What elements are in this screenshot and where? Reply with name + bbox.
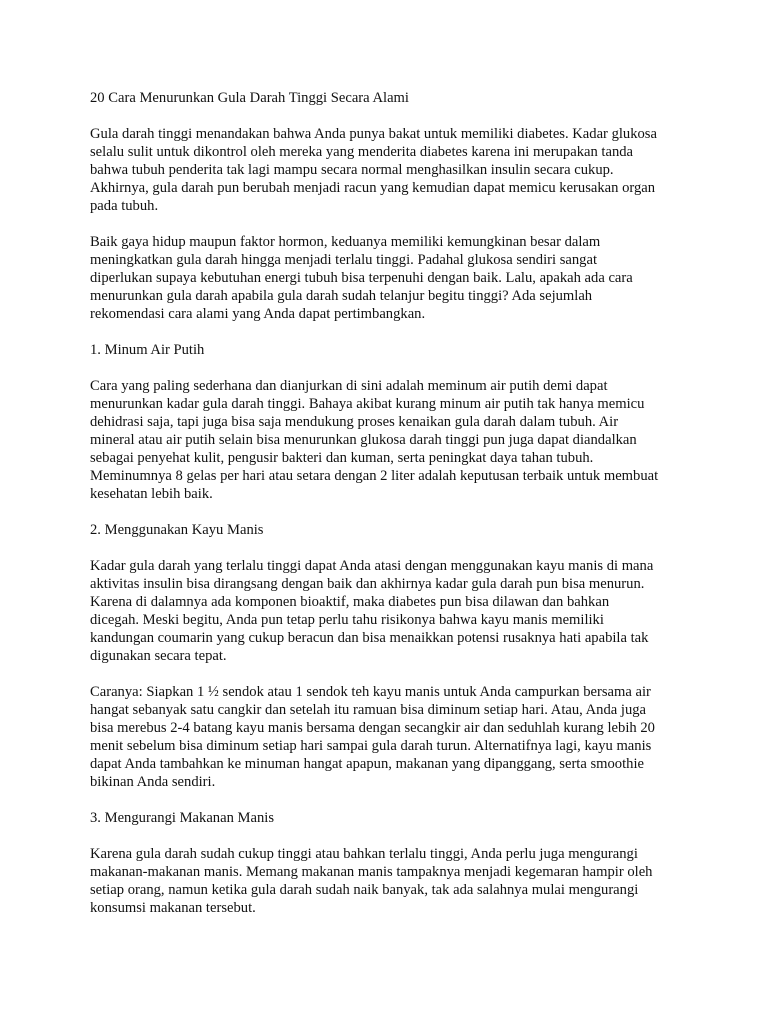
- text-line: kesehatan lebih baik.: [90, 486, 213, 502]
- text-line: Akhirnya, gula darah pun berubah menjadi racun yang kemudian dapat memicu kerusakan organ: [90, 180, 656, 196]
- text-line: Karena di dalamnya ada komponen bioaktif, maka diabetes pun bisa dilawan dan bahkan: [90, 594, 610, 610]
- document-title: 20 Cara Menurunkan Gula Darah Tinggi Secara Alami: [90, 90, 409, 106]
- text-line: Caranya: Siapkan 1 ½ sendok atau 1 sendok teh kayu manis untuk Anda campurkan bersama air: [90, 684, 651, 700]
- text-line: Gula darah tinggi menandakan bahwa Anda punya bakat untuk memiliki diabetes. Kadar glukosa: [90, 126, 657, 142]
- text-line: bahwa tubuh penderita tak lagi mampu secara normal menghasilkan insulin secara cukup.: [90, 162, 614, 178]
- text-line: dehidrasi saja, tapi juga bisa saja mendukung proses kenaikan gula darah dalam tubuh. Air: [90, 414, 619, 430]
- section-heading-makanan-manis: 3. Mengurangi Makanan Manis: [90, 810, 275, 826]
- text-line: konsumsi makanan tersebut.: [90, 900, 256, 916]
- text-line: sebagai penyehat kulit, pengusir bakteri dan kuman, serta peningkat daya tahan tubuh.: [90, 450, 594, 466]
- text-line: menurunkan gula darah apabila gula darah sudah telanjur begitu tinggi? Ada sejumlah: [90, 288, 593, 304]
- intro-paragraph-2: [90, 233, 690, 323]
- section-3-paragraph: [90, 845, 690, 917]
- text-line: selalu sulit untuk dikontrol oleh mereka yang menderita diabetes karena ini merupakan tanda: [90, 144, 634, 160]
- intro-paragraph-1: [90, 125, 690, 215]
- text-line: menurunkan kadar gula darah tinggi. Bahaya akibat kurang minum air putih tak hanya memicu: [90, 396, 645, 412]
- section-heading-kayu-manis: 2. Menggunakan Kayu Manis: [90, 522, 264, 538]
- text-line: menit sebelum bisa diminum setiap hari sampai gula darah turun. Alternatifnya lagi, kayu manis: [90, 738, 652, 754]
- text-line: bikinan Anda sendiri.: [90, 774, 216, 790]
- section-heading-minum-air-putih: 1. Minum Air Putih: [90, 342, 205, 358]
- text-line: dicegah. Meski begitu, Anda pun tetap perlu tahu risikonya bahwa kayu manis memiliki: [90, 612, 604, 628]
- text-line: Kadar gula darah yang terlalu tinggi dapat Anda atasi dengan menggunakan kayu manis di mana: [90, 558, 654, 574]
- text-line: diperlukan supaya kebutuhan energi tubuh bisa terpenuhi dengan baik. Lalu, apakah ada cara: [90, 270, 633, 286]
- text-line: bisa merebus 2-4 batang kayu manis bersama dengan secangkir air dan seduhlah kurang lebih 20: [90, 720, 655, 736]
- text-line: Cara yang paling sederhana dan dianjurkan di sini adalah meminum air putih demi dapat: [90, 378, 608, 394]
- text-line: Baik gaya hidup maupun faktor hormon, keduanya memiliki kemungkinan besar dalam: [90, 234, 601, 250]
- text-line: hangat sebanyak satu cangkir dan setelah itu ramuan bisa diminum setiap hari. Atau, Anda juga: [90, 702, 647, 718]
- text-line: dapat Anda tambahkan ke minuman hangat apapun, makanan yang dipanggang, serta smoothie: [90, 756, 644, 772]
- text-line: meningkatkan gula darah hingga menjadi terlalu tinggi. Padahal glukosa sendiri sangat: [90, 252, 597, 268]
- document-page: [90, 89, 690, 935]
- section-1-paragraph: [90, 377, 690, 503]
- text-line: mineral atau air putih selain bisa menurunkan glukosa darah tinggi pun juga dapat diandalkan: [90, 432, 637, 448]
- text-line: digunakan secara tepat.: [90, 648, 227, 664]
- text-line: setiap orang, namun ketika gula darah sudah naik banyak, tak ada salahnya mulai mengurangi: [90, 882, 639, 898]
- section-2-paragraph-1: [90, 557, 690, 665]
- text-line: Meminumnya 8 gelas per hari atau setara dengan 2 liter adalah keputusan terbaik untuk membuat: [90, 468, 659, 484]
- text-line: rekomendasi cara alami yang Anda dapat pertimbangkan.: [90, 306, 426, 322]
- text-line: Karena gula darah sudah cukup tinggi atau bahkan terlalu tinggi, Anda perlu juga mengurangi: [90, 846, 638, 862]
- text-line: aktivitas insulin bisa dirangsang dengan baik dan akhirnya kadar gula darah pun bisa menurun.: [90, 576, 645, 592]
- text-line: pada tubuh.: [90, 198, 159, 214]
- text-line: kandungan coumarin yang cukup beracun dan bisa menaikkan potensi rusaknya hati apabila tak: [90, 630, 649, 646]
- section-2-paragraph-2: [90, 683, 690, 791]
- text-line: makanan-makanan manis. Memang makanan manis tampaknya menjadi kegemaran hampir oleh: [90, 864, 653, 880]
